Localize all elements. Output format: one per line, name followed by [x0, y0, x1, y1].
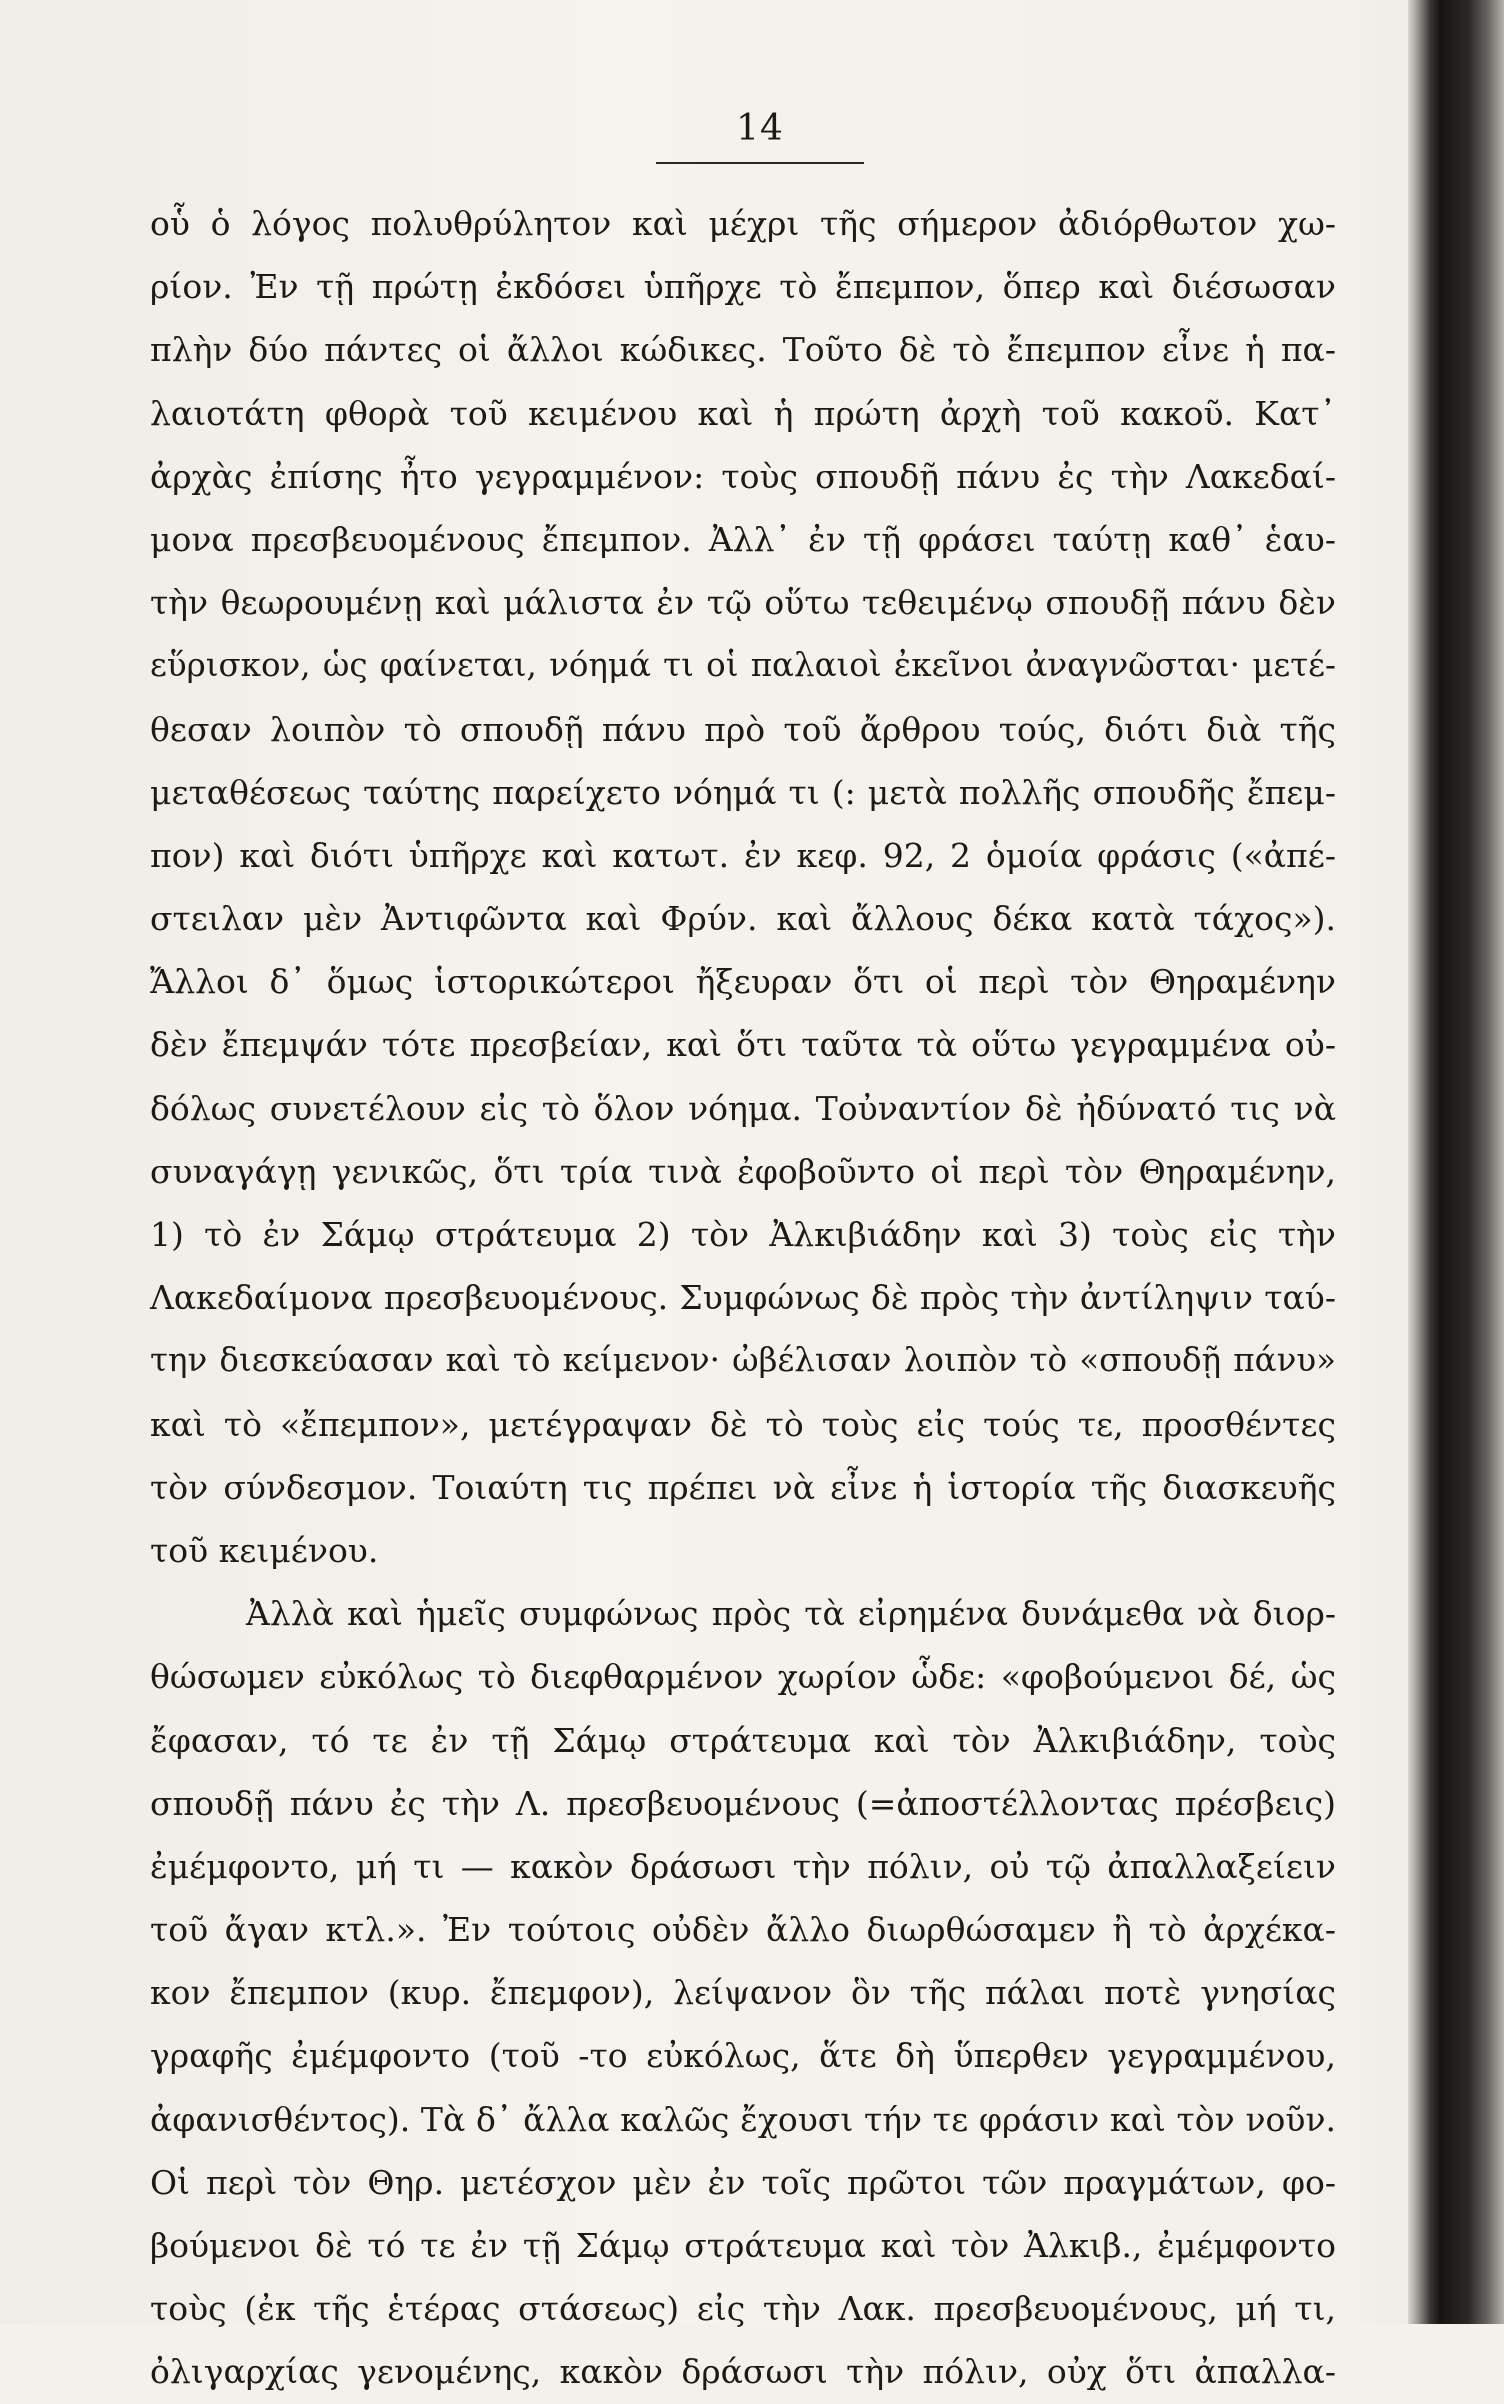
text-line: ἐμέμφοντο, μή τι — κακὸν δράσωσι τὴν πόλιν, οὐ τῷ ἀπαλλαξείειν: [150, 1846, 1336, 1886]
text-line: στειλαν μὲν Ἀντιφῶντα καὶ Φρύν. καὶ ἄλλους δέκα κατὰ τάχος»).: [150, 899, 1336, 939]
text-line: μονα πρεσβευομένους ἔπεμπον. Ἀλλ᾿ ἐν τῇ φράσει ταύτῃ καθ᾿ ἑαυ-: [150, 519, 1336, 559]
text-line: τὸν σύνδεσμον. Τοιαύτη τις πρέπει νὰ εἶνε ἡ ἱστορία τῆς διασκευῆς: [150, 1467, 1336, 1507]
text-line: ἔφασαν, τό τε ἐν τῇ Σάμῳ στράτευμα καὶ τὸν Ἀλκιβιάδην, τοὺς: [150, 1720, 1336, 1760]
text-line: ρίον. Ἐν τῇ πρώτῃ ἐκδόσει ὑπῆρχε τὸ ἔπεμπον, ὅπερ καὶ διέσωσαν: [150, 267, 1336, 307]
text-line: δὲν ἔπεμψάν τότε πρεσβείαν, καὶ ὅτι ταῦτα τὰ οὕτω γεγραμμένα οὐ-: [150, 1025, 1336, 1065]
text-line: τοῦ ἄγαν κτλ.». Ἐν τούτοις οὐδὲν ἄλλο διωρθώσαμεν ἢ τὸ ἀρχέκα-: [150, 1910, 1336, 1950]
text-line: ὀλιγαρχίας γενομένης, κακὸν δράσωσι τὴν πόλιν, οὐχ ὅτι ἀπαλλα-: [150, 2352, 1336, 2392]
text-line: κον ἔπεμπον (κυρ. ἔπεμφον), λείψανον ὃν τῆς πάλαι ποτὲ γνησίας: [150, 1973, 1336, 2013]
text-line: λαιοτάτη φθορὰ τοῦ κειμένου καὶ ἡ πρώτη ἀρχὴ τοῦ κακοῦ. Κατ᾿: [150, 393, 1336, 433]
text-line: τὴν θεωρουμένῃ καὶ μάλιστα ἐν τῷ οὕτω τεθειμένῳ σπουδῇ πάνυ δὲν: [150, 583, 1336, 623]
text-line: ἀφανισθέντος). Τὰ δ᾿ ἄλλα καλῶς ἔχουσι τήν τε φράσιν καὶ τὸν νοῦν.: [150, 2099, 1336, 2139]
text-line: εὕρισκον, ὡς φαίνεται, νόημά τι οἱ παλαιοὶ ἐκεῖνοι ἀναγνῶσται· μετέ-: [150, 646, 1336, 685]
text-line: καὶ τὸ «ἔπεμπον», μετέγραψαν δὲ τὸ τοὺς εἰς τούς τε, προσθέντες: [150, 1404, 1336, 1444]
paragraph-end-line: τοῦ κειμένου.: [150, 1530, 379, 1570]
text-line: τοὺς (ἐκ τῆς ἑτέρας στάσεως) εἰς τὴν Λακ. πρεσβευομένους, μή τι,: [150, 2289, 1336, 2329]
text-line: ἀρχὰς ἐπίσης ἦτο γεγραμμένον: τοὺς σπουδῇ πάνυ ἐς τὴν Λακεδαί-: [150, 456, 1336, 496]
text-line: συναγάγῃ γενικῶς, ὅτι τρία τινὰ ἐφοβοῦντο οἱ περὶ τὸν Θηραμένην,: [150, 1151, 1336, 1191]
text-line: βούμενοι δὲ τό τε ἐν τῇ Σάμῳ στράτευμα καὶ τὸν Ἀλκιβ., ἐμέμφοντο: [150, 2226, 1336, 2265]
text-line: πλὴν δύο πάντες οἱ ἄλλοι κώδικες. Τοῦτο δὲ τὸ ἔπεμπον εἶνε ἡ πα-: [150, 330, 1336, 370]
text-line: μεταθέσεως ταύτης παρείχετο νόημά τι (: μετὰ πολλῆς σπουδῆς ἔπεμ-: [150, 772, 1336, 812]
text-line: θεσαν λοιπὸν τὸ σπουδῇ πάνυ πρὸ τοῦ ἄρθρου τούς, διότι διὰ τῆς: [150, 709, 1336, 749]
book-binding-edge: [1408, 0, 1504, 2324]
text-line: γραφῆς ἐμέμφοντο (τοῦ -το εὐκόλως, ἅτε δὴ ὕπερθεν γεγραμμένου,: [150, 2036, 1336, 2076]
text-line: 1) τὸ ἐν Σάμῳ στράτευμα 2) τὸν Ἀλκιβιάδην καὶ 3) τοὺς εἰς τὴν: [150, 1215, 1336, 1254]
text-line: Οἱ περὶ τὸν Θηρ. μετέσχον μὲν ἐν τοῖς πρῶτοι τῶν πραγμάτων, φο-: [150, 2162, 1336, 2202]
text-line: Λακεδαίμονα πρεσβευομένους. Συμφώνως δὲ πρὸς τὴν ἀντίληψιν ταύ-: [150, 1278, 1336, 1318]
paragraph-start-line: Ἀλλὰ καὶ ἡμεῖς συμφώνως πρὸς τὰ εἰρημένα δυνάμεθα νὰ διορ-: [246, 1594, 1336, 1634]
text-line: την διεσκεύασαν καὶ τὸ κείμενον· ὠβέλισαν λοιπὸν τὸ «σπουδῇ πάνυ»: [150, 1341, 1336, 1380]
page-number: 14: [736, 108, 784, 149]
text-line: δόλως συνετέλουν εἰς τὸ ὅλον νόημα. Τοὐναντίον δὲ ἠδύνατό τις νὰ: [150, 1088, 1336, 1128]
body-text: [150, 192, 1336, 2404]
header-rule: [656, 162, 864, 164]
text-line: θώσωμεν εὐκόλως τὸ διεφθαρμένον χωρίον ὧδε: «φοβούμενοι δέ, ὡς: [150, 1657, 1336, 1697]
text-line: πον) καὶ διότι ὑπῆρχε καὶ κατωτ. ἐν κεφ. 92, 2 ὁμοία φράσις («ἀπέ-: [150, 835, 1336, 875]
text-line: σπουδῇ πάνυ ἐς τὴν Λ. πρεσβευομένους (=ἀποστέλλοντας πρέσβεις): [150, 1783, 1336, 1823]
text-line: οὗ ὁ λόγος πολυθρύλητον καὶ μέχρι τῆς σήμερον ἀδιόρθωτον χω-: [150, 204, 1336, 243]
text-line: Ἄλλοι δ᾿ ὅμως ἱστορικώτεροι ἤξευραν ὅτι οἱ περὶ τὸν Θηραμένην: [150, 962, 1336, 1002]
